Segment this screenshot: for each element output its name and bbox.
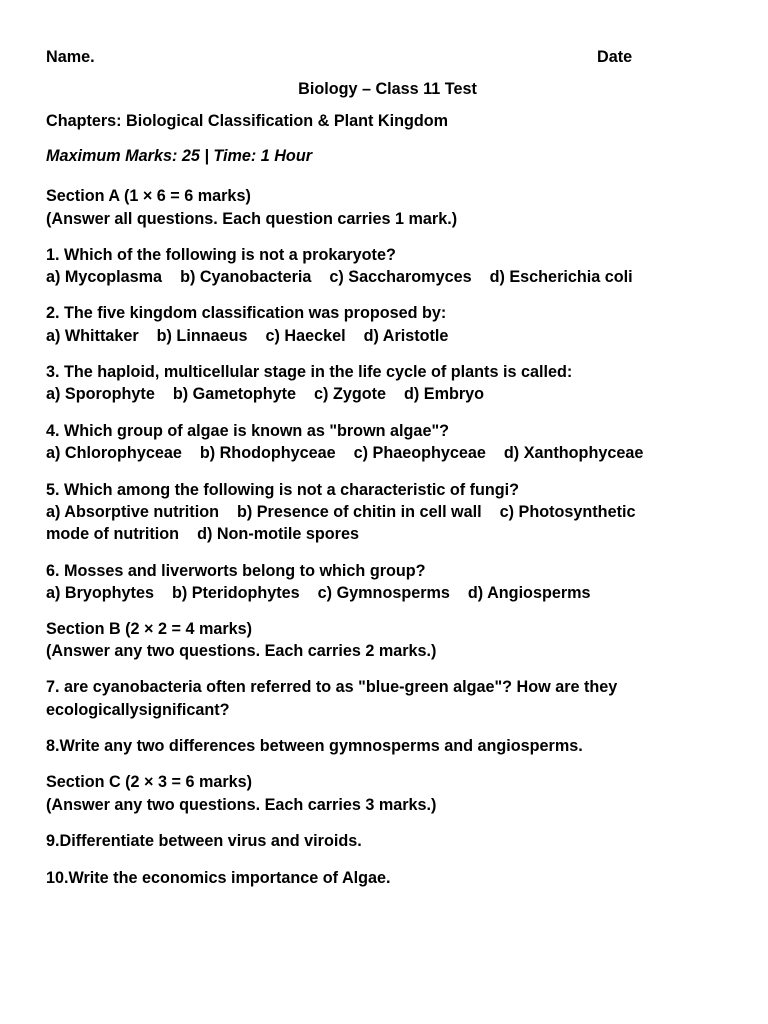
option: b) Rhodophyceae xyxy=(199,444,336,462)
option: d) Non-motile spores xyxy=(197,525,359,543)
question-3: 3. The haploid, multicellular stage in the life cycle of plants is called: xyxy=(46,363,573,381)
question-5: 5. Which among the following is not a characteristic of fungi? xyxy=(46,481,520,499)
question-3-options xyxy=(46,384,484,404)
option: b) Gametophyte xyxy=(172,385,297,403)
question-7-line-1: 7. are cyanobacteria often referred to as "blue-green algae"? How are they xyxy=(46,678,618,696)
option: d) Aristotle xyxy=(363,327,449,345)
question-6: 6. Mosses and liverworts belong to which group? xyxy=(46,562,426,580)
option: d) Angiosperms xyxy=(467,584,591,602)
question-7-line-2: ecologicallysignificant? xyxy=(46,701,230,719)
option: b) Presence of chitin in cell wall xyxy=(236,503,482,521)
question-5-options-line-2 xyxy=(46,524,359,544)
option: c) Photosynthetic xyxy=(499,503,636,521)
question-4-options xyxy=(46,443,643,463)
page-title: Biology – Class 11 Test xyxy=(298,80,477,98)
name-label: Name. xyxy=(46,48,95,66)
question-1: 1. Which of the following is not a prokaryote? xyxy=(46,246,396,264)
section-c-instruction: (Answer any two questions. Each carries 3 marks.) xyxy=(46,796,437,814)
option: b) Cyanobacteria xyxy=(180,268,312,286)
section-c-heading: Section C (2 × 3 = 6 marks) xyxy=(46,773,253,791)
option: b) Pteridophytes xyxy=(171,584,300,602)
marks-time-line: Maximum Marks: 25 | Time: 1 Hour xyxy=(46,147,313,165)
question-10: 10.Write the economics importance of Algae. xyxy=(46,869,391,887)
option: d) Escherichia coli xyxy=(489,268,633,286)
question-2-options xyxy=(46,326,448,346)
option: a) Sporophyte xyxy=(46,385,155,403)
option: a) Chlorophyceae xyxy=(46,444,182,462)
date-label: Date xyxy=(597,48,633,66)
section-b-instruction: (Answer any two questions. Each carries 2 marks.) xyxy=(46,642,437,660)
question-5-options-line-1 xyxy=(46,502,635,522)
option: a) Whittaker xyxy=(46,327,139,345)
section-b-heading: Section B (2 × 2 = 4 marks) xyxy=(46,620,253,638)
question-9: 9.Differentiate between virus and viroids. xyxy=(46,832,362,850)
question-6-options xyxy=(46,583,591,603)
section-a-instruction: (Answer all questions. Each question carries 1 mark.) xyxy=(46,210,458,228)
option: c) Haeckel xyxy=(265,327,346,345)
option: d) Embryo xyxy=(404,385,485,403)
option: c) Gymnosperms xyxy=(317,584,450,602)
section-a-heading: Section A (1 × 6 = 6 marks) xyxy=(46,187,251,205)
chapters-line: Chapters: Biological Classification & Plant Kingdom xyxy=(46,112,449,130)
option: b) Linnaeus xyxy=(156,327,248,345)
question-4: 4. Which group of algae is known as "brown algae"? xyxy=(46,422,450,440)
option: a) Bryophytes xyxy=(46,584,154,602)
question-8: 8.Write any two differences between gymnosperms and angiosperms. xyxy=(46,737,583,755)
option: c) Phaeophyceae xyxy=(353,444,486,462)
option: a) Absorptive nutrition xyxy=(46,503,219,521)
question-2: 2. The five kingdom classification was proposed by: xyxy=(46,304,447,322)
option: mode of nutrition xyxy=(46,525,180,543)
option: c) Zygote xyxy=(314,385,386,403)
option: c) Saccharomyces xyxy=(329,268,472,286)
question-1-options xyxy=(46,267,633,287)
option: a) Mycoplasma xyxy=(46,268,163,286)
option: d) Xanthophyceae xyxy=(503,444,644,462)
